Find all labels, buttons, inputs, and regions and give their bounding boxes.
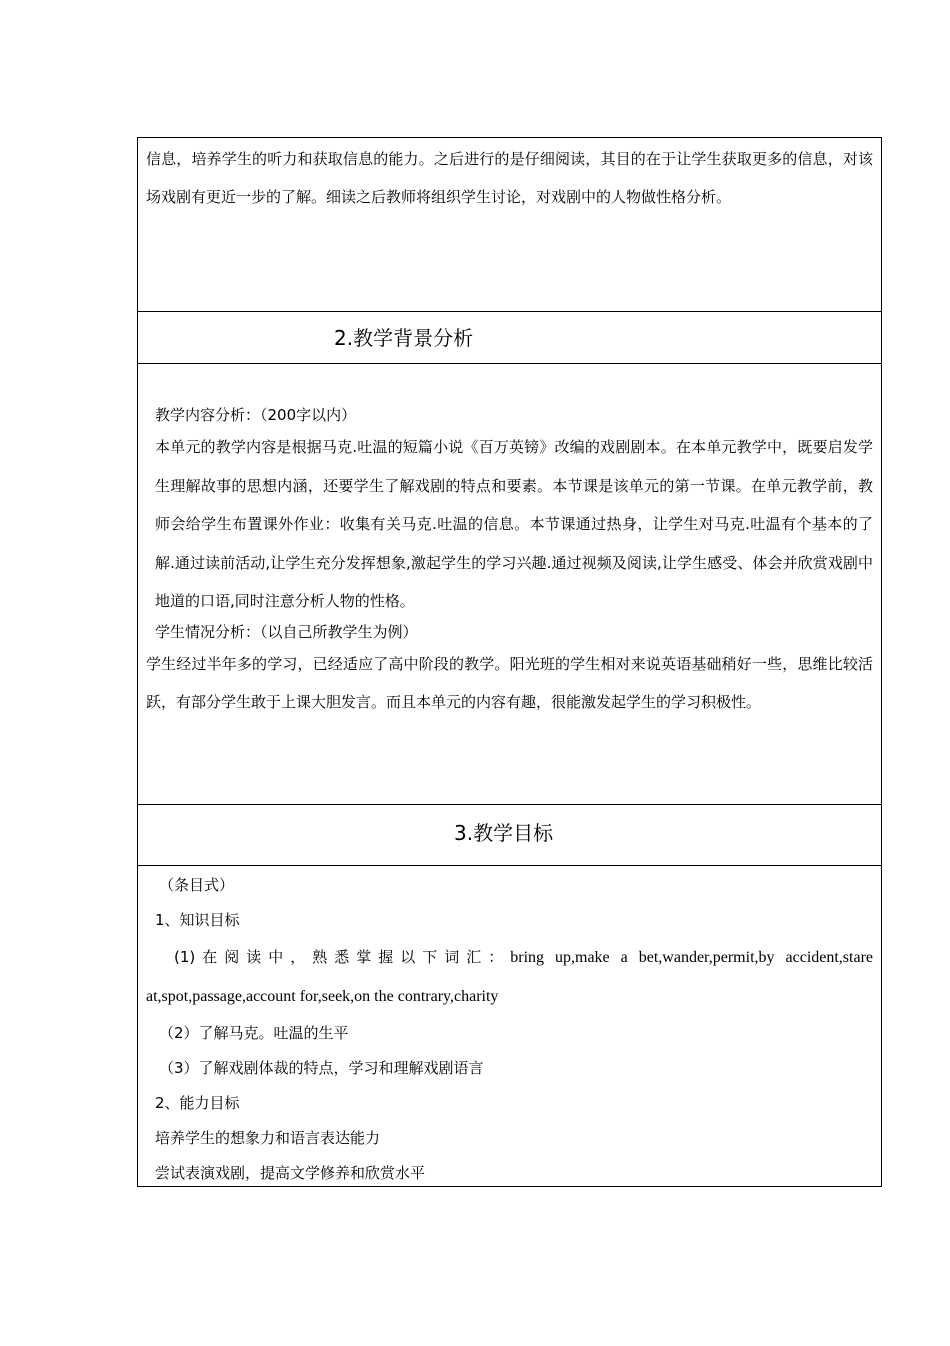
knowledge-item-vocabulary — [146, 938, 873, 1016]
knowledge-goal-title: 1、知识目标 — [155, 911, 240, 929]
format-note: （条目式） — [159, 876, 235, 894]
ability-goal-title: 2、能力目标 — [155, 1094, 240, 1112]
objectives-heading: 3.教学目标 — [454, 821, 554, 845]
student-analysis-text: 学生经过半年多的学习，已经适应了高中阶段的教学。阳光班的学生相对来说英语基础稍好一些，思维比较活跃，有部分学生敢于上课大胆发言。而且本单元的内容有趣，很能激发起学生的学习积极性。 — [146, 654, 873, 711]
reading-procedure-cell — [138, 138, 881, 312]
reading-procedure-text: 信息，培养学生的听力和获取信息的能力。之后进行的是仔细阅读，其目的在于让学生获取更多的信息，对该场戏剧有更近一步的了解。细读之后教师将组织学生讨论，对戏剧中的人物做性格分析。 — [146, 150, 873, 206]
background-analysis-cell — [138, 364, 881, 805]
background-heading: 2.教学背景分析 — [334, 326, 474, 350]
lesson-plan-table — [137, 137, 882, 1187]
content-analysis-text: 本单元的教学内容是根据马克.吐温的短篇小说《百万英镑》改编的戏剧剧本。在本单元教学中，既要启发学生理解故事的思想内涵，还要学生了解戏剧的特点和要素。本节课是该单元的第一节课。在单元教学前，教师会给学生布置课外作业：收集有关马克.吐温的信息。本节课通过热身，让学生对马克.吐温有个基本的了解.通过读前活动,让学生充分发挥想象,激起学生的学习兴趣.通过视频及阅读,让学生感受、体会并欣赏戏剧中地道的口语,同时注意分析人物的性格。 — [155, 438, 873, 610]
objectives-cell — [138, 866, 881, 1186]
objectives-heading-cell — [138, 805, 881, 866]
content-analysis-label: 教学内容分析：（200字以内） — [155, 406, 357, 424]
knowledge-item-drama: （3）了解戏剧体裁的特点，学习和理解戏剧语言 — [159, 1059, 484, 1077]
vocab-list: bring up,make a bet,wander,permit,by accident,stare at,spot,passage,account for,seek,on the contrary,charity — [146, 949, 874, 1005]
student-analysis-label: 学生情况分析：（以自己所教学生为例） — [155, 622, 418, 641]
ability-item-performance: 尝试表演戏剧，提高文学修养和欣赏水平 — [155, 1164, 426, 1182]
ability-item-imagination: 培养学生的想象力和语言表达能力 — [155, 1129, 381, 1147]
background-heading-cell — [138, 312, 881, 364]
knowledge-item-biography: （2）了解马克。吐温的生平 — [159, 1024, 349, 1042]
vocab-item-prefix: (1)在阅读中，熟悉掌握以下词汇： — [174, 948, 511, 966]
